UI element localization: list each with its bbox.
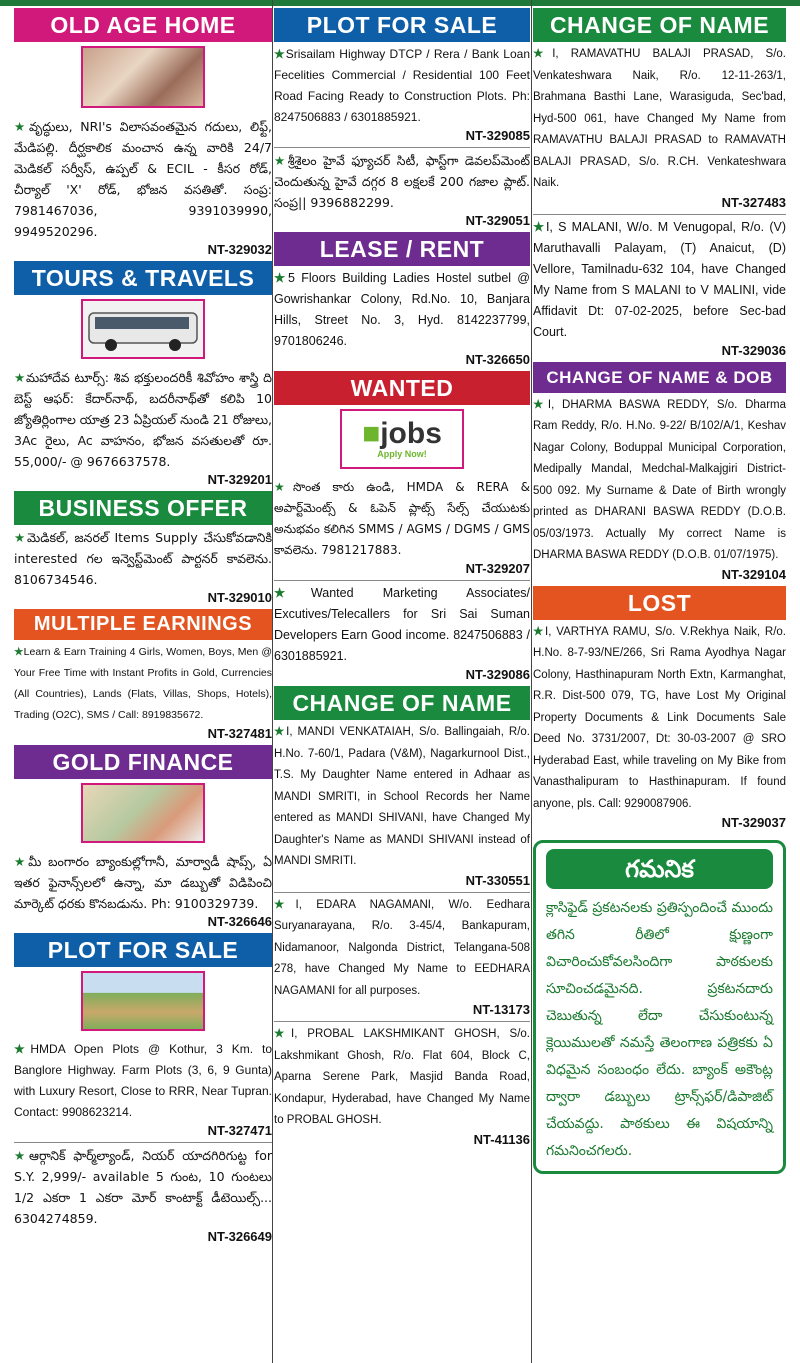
ad-marketing-associates: ★Wanted Marketing Associates/ Excutives/Telecallers for Sri Sai Suman Developers Earn Good income. 8247506883 / 6301885921. (274, 586, 530, 663)
section-header-multiple-earnings: MULTIPLE EARNINGS (14, 609, 272, 640)
ad-s-malani: ★I, S MALANI, W/o. M Venugopal, R/o. (V) Maruthavalli Palayam, (T) Anaicut, (D) Vellore, Tamilnadu-632 104, have Changed My Name from S MALANI to V MALINI, vide Affidavit Dt: 07-02-2025, before Sec-bad Court. (533, 219, 786, 339)
ad-dharma-basward-reddy: ★I, DHARMA BASWA REDDY, S/o. Dharma Ram Reddy, R/o. H.No. 9-22/ B/102/A/1, Keshav Nagar Colony, Boduppal Municipal Corporation, Medipally Mandal, Medchal-Malkajgiri District-500 092. My Surname & Date of Birth wrongly printed as DHARANI BASWA REDDY (D.O.B. 05/03/1973. Actually My correct Name is DHARMA BASWA REDDY (D.O.B. 01/07/1975). (533, 398, 786, 561)
star-icon: ★ (274, 726, 287, 738)
ad-ramavathu-balaji: ★I, RAMAVATHU BALAJI PRASAD, S/o. Venkateshwara Naik, R/o. 12-11-263/1, Brahmana Basthi Lane, Warasiguda, Sec'bad, Hyd-500 061, have Changed My Name from RAMAVATHU BALAJI PRASAD to RAMAVATH BALAJI PRASAD, S/o. R.CH. Venkateshwara Naik. (533, 48, 786, 189)
ad-mandi-venkataiah: ★I, MANDI VENKATAIAH, S/o. Ballingaiah, R/o. H.No. 7-60/1, Padara (V&M), Nagarkurnool Dist., T.S. My Daughter Name entered in Adhaar as MANDI SMRITI, in School Records her Name entered as MANDI SHIVANI, have Changed My Daughter's Name as MANDI SHIVANI instead of MANDI SMRITI. (274, 726, 530, 867)
ad-code: NT-327471 (207, 1123, 272, 1138)
section-header-change-of-name-dob: CHANGE OF NAME & DOB (533, 362, 786, 393)
ad-old-age-home: ★వృద్ధులు, NRI's విలాసవంతమైన గదులు, లిఫ్ట్, మేడిపల్లి. దీర్ఘకాలిక మంచాన ఉన్న వారికి 24/7 మెడికల్ సర్వీస్, ఉప్పల్ & ECIL - కీసర రోడ్, చీర్యాల్ 'X' రోడ్, భోజన వసతితో. సంప్ర: 7981467036, 9391039990, 9949520296. (14, 119, 272, 239)
star-icon: ★ (14, 370, 26, 385)
section-header-lost: LOST (533, 586, 786, 620)
ad-code: NT-41136 (473, 1131, 530, 1147)
ad-sales-wanted: ★సొంత కారు ఉండి, HMDA & RERA & అపార్ట్‌మెంట్స్ & ఓపెన్ ప్లాట్స్ సేల్స్ చేయుటకు అనుభవం కలిగిన SMMS / AGMS / DGMS / GMS కావలెను. 7981217883. (274, 480, 530, 557)
ad-tours-travels: ★మహాదేవ టూర్స్: శివ భక్తులందరికీ శివోహం శాస్త్రి ది బెస్ట్ ఆఫర్: కేదార్‌నాథ్, బదరీనాథ్‌తో కలిపి 10 జ్యోతిర్లింగాల యాత్ర 23 ఏప్రియల్ నుండి 21 రోజులు, 3Ac రైలు, Ac వాహనం, భోజన వసతులతో రూ. 55,000/- @ 9676637578. (14, 370, 272, 469)
ad-organic-farmland: ★ఆర్గానిక్ ఫార్మ్‌ల్యాండ్, నియర్ యాదగిరిగుట్ట for S.Y. 2,999/- available 5 గుంట, 10 గుంటలు 1/2 ఎకరా 1 ఎకరా మోర్ కాంటాక్ట్ డీటెయిల్స్... 6304274859. (14, 1148, 272, 1226)
ad-code: NT-329201 (207, 472, 272, 487)
section-header-gold-finance: GOLD FINANCE (14, 745, 272, 779)
reader-notice-box (533, 840, 786, 1174)
star-icon: ★ (533, 398, 548, 411)
middle-column (274, 0, 530, 1363)
column-divider (531, 0, 532, 1363)
ad-code: NT-329032 (207, 242, 272, 257)
star-icon: ★ (533, 48, 553, 60)
star-icon: ★ (14, 854, 29, 869)
star-icon: ★ (533, 625, 545, 638)
star-icon: ★ (274, 586, 311, 600)
ad-edara-nagamani: ★I, EDARA NAGAMANI, W/o. Eedhara Suryanarayana, R/o. 3-45/4, Bankapuram, Nidamanoor, Nalgonda District, Telangana-508 278, have Changed My Name to EEDHARA NAGAMANI for all purposes. (274, 898, 530, 997)
ad-ladies-hostel: ★5 Floors Building Ladies Hostel sutbel @ Gowrishankar Colony, Rd.No. 10, Banjara Hills, Street No. 3, Hyd. 8142237799, 9701806246. (274, 271, 530, 348)
star-icon: ★ (14, 119, 29, 134)
section-header-wanted: WANTED (274, 371, 530, 405)
section-header-business-offer: BUSINESS OFFER (14, 491, 272, 525)
section-header-tours-travels: TOURS & TRAVELS (14, 261, 272, 295)
bus-icon (83, 301, 203, 357)
ad-code: NT-329086 (465, 667, 530, 682)
ad-code: NT-329037 (721, 815, 786, 830)
section-header-plot-for-sale: PLOT FOR SALE (274, 8, 530, 42)
section-header-change-of-name: CHANGE OF NAME (274, 686, 530, 720)
ad-business-offer: ★మెడికల్, జనరల్ Items Supply చేసుకోవడానికి interested గల ఇన్వెస్ట్‌మెంట్ పార్టనర్ కావలెను. 8106734546. (14, 530, 272, 587)
ad-code: NT-330551 (465, 872, 530, 888)
ad-code: NT-327483 (721, 194, 786, 210)
ad-code: NT-326646 (207, 914, 272, 929)
ad-code: NT-329051 (465, 213, 530, 228)
ad-probal-ghosh: ★I, PROBAL LAKSHMIKANT GHOSH, S/o. Lakshmikant Ghosh, R/o. Flat 604, Block C, Aparna Serene Park, Masjid Banda Road, Kondapur, Hyderabad, have Changed My Name to PROBAL GHOSH. (274, 1028, 530, 1126)
ad-srisailam-future-city: ★శ్రీశైలం హైవే ఫ్యూచర్ సిటీ, ఫాస్ట్‌గా డెవలప్‌మెంట్ చెందుతున్న హైవే దగ్గర 8 లక్షలకే 200 గజాల ప్లాట్. సంప్ర|| 9396882299. (274, 153, 530, 210)
ad-code: NT-326650 (465, 352, 530, 367)
ad-multiple-earnings: ★Learn & Earn Training 4 Girls, Women, Boys, Men @ Your Free Time with Instant Profits in Gold, Currencies (All Countries), Lands (Flats, Villas, Shops, Hotels), Trading (O2C), SMS / Call: 8919835672. (14, 646, 272, 721)
ad-code: NT-329207 (465, 561, 530, 576)
jobs-logo-mark: ■ (362, 417, 381, 450)
ad-varthya-ramu: ★I, VARTHYA RAMU, S/o. V.Rekhya Naik, R/o. H.No. 8-7-93/NE/266, Sri Rama Ayodhya Nagar Colony, Hasthinapuram North Extn, Karmanghat, R.R. Dist-500 079, TG, have Lost My Original Property Documents & Link Documents Sale Deed No. 3731/2007, Dt: 30-03-2007 @ SRO Hyderabad East, while traveling on My Bike from Vanasthalipuram to Hasthinapuram. If found anyone, pls. Call: 9290087906. (533, 625, 786, 810)
left-column (14, 0, 272, 1363)
money-photo (81, 783, 205, 843)
plot-layout-photo (81, 971, 205, 1031)
right-column (533, 0, 786, 1363)
star-icon: ★ (274, 1028, 292, 1040)
jobs-logo: ■jobs Apply Now! (340, 409, 464, 469)
ad-srisailam-highway: ★Srisailam Highway DTCP / Rera / Bank Loan Fecelities Commercial / Residential 100 Feet Road Facing Ready to Construction Plots. Ph: 8247506883 / 6301885921. (274, 47, 530, 124)
ad-code: NT-327481 (207, 726, 272, 741)
ad-code: NT-329010 (207, 590, 272, 605)
star-icon: ★ (274, 480, 293, 494)
section-header-old-age-home: OLD AGE HOME (14, 8, 272, 42)
star-icon: ★ (14, 1148, 29, 1163)
star-icon: ★ (274, 153, 288, 168)
column-divider (272, 0, 273, 1363)
ad-code: NT-326649 (207, 1229, 272, 1244)
star-icon: ★ (14, 646, 24, 658)
notice-text: క్లాసిఫైడ్ ప్రకటనలకు ప్రతిస్పందించే ముందు తగిన రీతిలో క్షుణ్ణంగా విచారించుకోవలసిందిగా పాఠకులకు సూచించడమైనది. ప్రకటనదారు చెబుతున్న లేదా చేసుకుంటున్న క్లెయిములతో నమస్తే తెలంగాణ పత్రికకు ఏ విధమైన సంబంధం లేదు. బ్యాంక్ అకౌంట్ల ద్వారా డబ్బులు ట్రాన్స్‌ఫర్/డిపాజిట్ చేయవద్దు. పాఠకులు ఈ విషయాన్ని గమనించగలరు. (546, 900, 773, 1159)
star-icon: ★ (274, 271, 288, 285)
section-header-change-of-name: CHANGE OF NAME (533, 8, 786, 42)
old-age-home-photo (81, 46, 205, 108)
ad-code: NT-13173 (472, 1002, 530, 1017)
ad-code: NT-329085 (465, 128, 530, 143)
star-icon: ★ (533, 219, 546, 234)
section-header-lease-rent: LEASE / RENT (274, 232, 530, 266)
star-icon: ★ (274, 898, 296, 911)
ad-code: NT-329036 (721, 342, 786, 358)
star-icon: ★ (14, 530, 27, 545)
notice-title: గమనిక (546, 849, 773, 889)
ad-hmda-plots: ★HMDA Open Plots @ Kothur, 3 Km. to Banglore Highway. Farm Plots (3, 6, 9 Gunta) with Luxury Resort, Close to RRR, Near Tupran. Contact: 9908623214. (14, 1042, 272, 1119)
ad-gold-finance: ★మీ బంగారం బ్యాంకుల్లోగానీ, మార్వాడీ షాప్స్, ఏ ఇతర ఫైనాన్స్‌లలో ఉన్నా, మా డబ్బుతో విడిపించి మార్కెట్ ధరకు కొనబడును. Ph: 9100329739. (14, 854, 272, 911)
ad-code: NT-329104 (721, 566, 786, 582)
star-icon: ★ (14, 1042, 31, 1056)
section-header-plot-for-sale: PLOT FOR SALE (14, 933, 272, 967)
bus-photo (81, 299, 205, 359)
star-icon: ★ (274, 47, 286, 61)
